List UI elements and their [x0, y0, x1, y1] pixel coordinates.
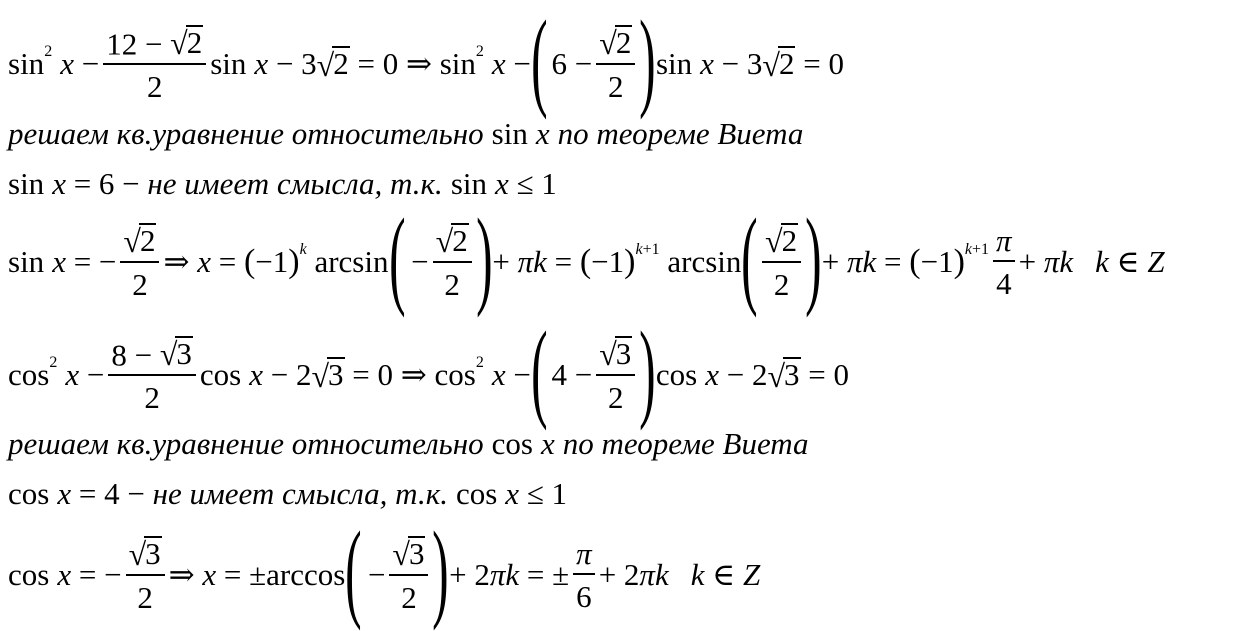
equation-sin-quadratic: sin $^2$ x − 12 − √ 2 2 sin x − 3 √ 2 = 0 ⇒ sin $^2$ x − ( 6 − √ 2 2 ) sin x − 3 √ 2 = 0 — [8, 0, 844, 120]
comment-vieta-sin: решаем кв.уравнение относительно sin x по теореме Виета — [8, 116, 804, 151]
sin-root-no-sense: sin x = 6 − не имеет смысла, т.к. sin x ≤ 1 — [8, 166, 557, 201]
fraction-sqrt2-over-2: √ 2 2 — [596, 25, 635, 103]
sin-root-solution: sin x = − √ 2 2 ⇒ x = ( −1 ) $^k$ arcsin ( − √ 2 2 ) + πk = ( −1 ) $^{k +1}$ arcsin ( √ 2 2 ) + πk = ( −1 ) $^{k +1}$ $\frac{\pi}{4}$ + πk k ∈ Z — [8, 196, 1165, 318]
comment-vieta-cos: решаем кв.уравнение относительно cos x по теореме Виета — [8, 426, 809, 461]
equation-cos-quadratic: cos $^2$ x − 8 − √ 3 2 cos x − 2 √ 3 = 0 ⇒ cos $^2$ x − ( 4 − √ 3 2 ) cos x − 2 √ 3 = 0 — [8, 309, 850, 431]
fraction-12-sqrt2-over-2: 12 − √ 2 2 — [103, 25, 206, 103]
cos-root-no-sense: cos x = 4 − не имеет смысла, т.к. cos x ≤ 1 — [8, 476, 568, 511]
cos-root-solution: cos x = − √ 3 2 ⇒ x = ± arccos ( − √ 3 2 ) + 2 πk = ± $\frac{\pi}{6}$ + 2 πk k ∈ Z — [8, 509, 761, 631]
